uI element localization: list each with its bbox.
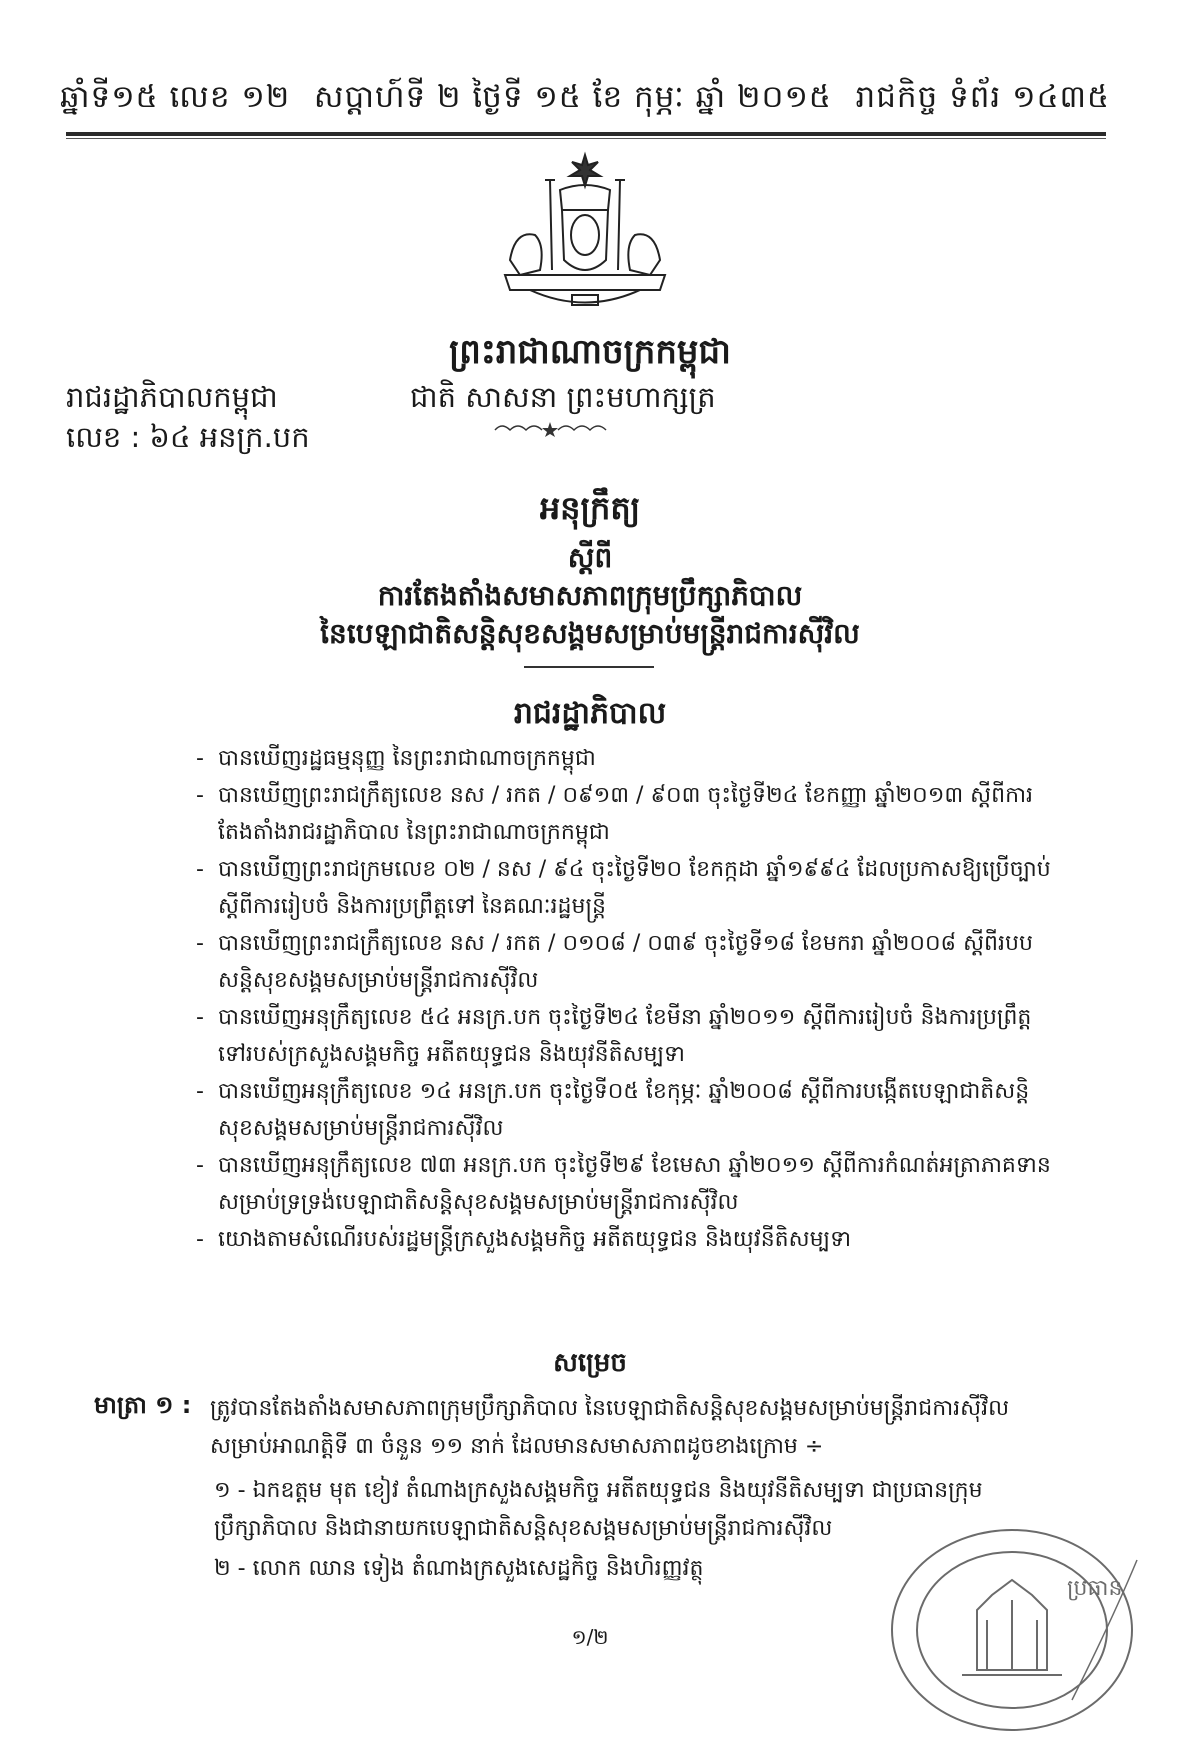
member-item: ២ - លោក ឈាន ទៀង តំណាងក្រសួងសេដ្ឋកិច្ច និងហិរញ្ញវត្ថុ xyxy=(214,1556,704,1581)
svg-text:ប្រធាន: ប្រធាន xyxy=(1067,1576,1123,1601)
issuing-authority: រាជរដ្ឋាភិបាល xyxy=(513,696,667,731)
motto-ornament xyxy=(490,418,610,438)
kingdom-name: ព្រះរាជាណាចក្រកម្ពុជា xyxy=(449,332,731,372)
national-motto: ជាតិ សាសនា ព្រះមហាក្សត្រ xyxy=(410,380,716,414)
page-number: ១/២ xyxy=(571,1625,609,1649)
decides-heading: សម្រេច xyxy=(553,1348,627,1378)
gazette-date: សប្តាហ៍ទី ២ ថ្ងៃទី ១៥ ខែ កុម្ភៈ ឆ្នាំ ២០១៥ xyxy=(313,79,832,115)
title-line-2: នៃបេឡាជាតិសន្តិសុខសង្គមសម្រាប់មន្ត្រីរាជការស៊ីវិល xyxy=(320,617,860,650)
preamble-item: - បានឃើញព្រះរាជក្រឹត្យលេខ នស / រកត / ០១០៨ / ០៣៩ ចុះថ្ងៃទី១៨ ខែមករា ឆ្នាំ២០០៨ ស្តីពីរបបសន្តិសុខសង្គមសម្រាប់មន្ត្រីរាជការស៊ីវិល xyxy=(196,925,1056,999)
preamble-item: - យោងតាមសំណើរបស់រដ្ឋមន្ត្រីក្រសួងសង្គមកិច្ច អតីតយុទ្ធជន និងយុវនីតិសម្បទា xyxy=(196,1221,1056,1258)
official-seal-stamp xyxy=(862,1500,1142,1740)
gazette-page-ref: រាជកិច្ច ទំព័រ ១៤៣៥ xyxy=(855,79,1110,115)
title-line-1: ការតែងតាំងសមាសភាពក្រុមប្រឹក្សាភិបាល xyxy=(377,579,803,612)
member-item: ១ - ឯកឧត្តម មុត ខៀវ តំណាងក្រសួងសង្គមកិច្ច អតីតយុទ្ធជន និងយុវនីតិសម្បទា ជាប្រធានក្រុមប្រឹក្សាភិបាល និងជានាយកបេឡាជាតិសន្តិសុខសង្គមសម្រាប់មន្ត្រីរាជការស៊ីវិល xyxy=(214,1478,983,1541)
title-divider xyxy=(524,666,654,668)
gazette-header xyxy=(60,78,1110,123)
document-type: អនុក្រឹត្យ xyxy=(539,489,641,527)
preamble-item: - បានឃើញព្រះរាជក្រឹត្យលេខ នស / រកត / ០៩១៣ / ៩០៣ ចុះថ្ងៃទី២៤ ខែកញ្ញា ឆ្នាំ២០១៣ ស្តីពីការតែងតាំងរាជរដ្ឋាភិបាល នៃព្រះរាជាណាចក្រកម្ពុជា xyxy=(196,777,1056,851)
header-divider-thin xyxy=(66,138,1106,139)
preamble-item: - បានឃើញរដ្ឋធម្មនុញ្ញ នៃព្រះរាជាណាចក្រកម្ពុជា xyxy=(196,740,1056,777)
article-1-text: ត្រូវបានតែងតាំងសមាសភាពក្រុមប្រឹក្សាភិបាល នៃបេឡាជាតិសន្តិសុខសង្គមសម្រាប់មន្ត្រីរាជការស៊ីវិល សម្រាប់អាណត្តិទី ៣ ចំនួន ១១ នាក់ ដែលមានសមាសភាពដូចខាងក្រោម ÷ xyxy=(210,1396,1010,1459)
decree-reference-number: លេខ : ៦៤ អនក្រ.បក xyxy=(66,420,310,454)
preamble-item: - បានឃើញអនុក្រឹត្យលេខ ៥៤ អនក្រ.បក ចុះថ្ងៃទី២៤ ខែមីនា ឆ្នាំ២០១១ ស្តីពីការរៀបចំ និងការប្រព្រឹត្តទៅរបស់ក្រសួងសង្គមកិច្ច អតីតយុទ្ធជន និងយុវនីតិសម្បទា xyxy=(196,999,1056,1073)
preamble-item: - បានឃើញព្រះរាជក្រមលេខ ០២ / នស / ៩៤ ចុះថ្ងៃទី២០ ខែកក្កដា ឆ្នាំ១៩៩៤ ដែលប្រកាសឱ្យប្រើច្បាប់ស្តីពីការរៀបចំ និងការប្រព្រឹត្តទៅ នៃគណៈរដ្ឋមន្ត្រី xyxy=(196,851,1056,925)
preamble-item: - បានឃើញអនុក្រឹត្យលេខ ១៤ អនក្រ.បក ចុះថ្ងៃទី០៥ ខែកុម្ភៈ ឆ្នាំ២០០៨ ស្តីពីការបង្កើតបេឡាជាតិសន្តិសុខសង្គមសម្រាប់មន្ត្រីរាជការស៊ីវិល xyxy=(196,1073,1056,1147)
preamble-list xyxy=(196,740,1056,1258)
article-1-label: មាត្រា ១ : xyxy=(94,1391,192,1419)
gazette-issue: ឆ្នាំទី១៥ លេខ ១២ xyxy=(60,79,291,115)
issuing-government: រាជរដ្ឋាភិបាលកម្ពុជា xyxy=(66,380,278,414)
header-divider xyxy=(66,132,1106,136)
preamble-item: - បានឃើញអនុក្រឹត្យលេខ ៧៣ អនក្រ.បក ចុះថ្ងៃទី២៩ ខែមេសា ឆ្នាំ២០១១ ស្តីពីការកំណត់អត្រាភាគទានសម្រាប់ទ្រទ្រង់បេឡាជាតិសន្តិសុខសង្គមសម្រាប់មន្ត្រីរាជការស៊ីវិល xyxy=(196,1147,1056,1221)
royal-coat-of-arms xyxy=(490,150,680,320)
title-about: ស្តីពី xyxy=(567,541,613,574)
